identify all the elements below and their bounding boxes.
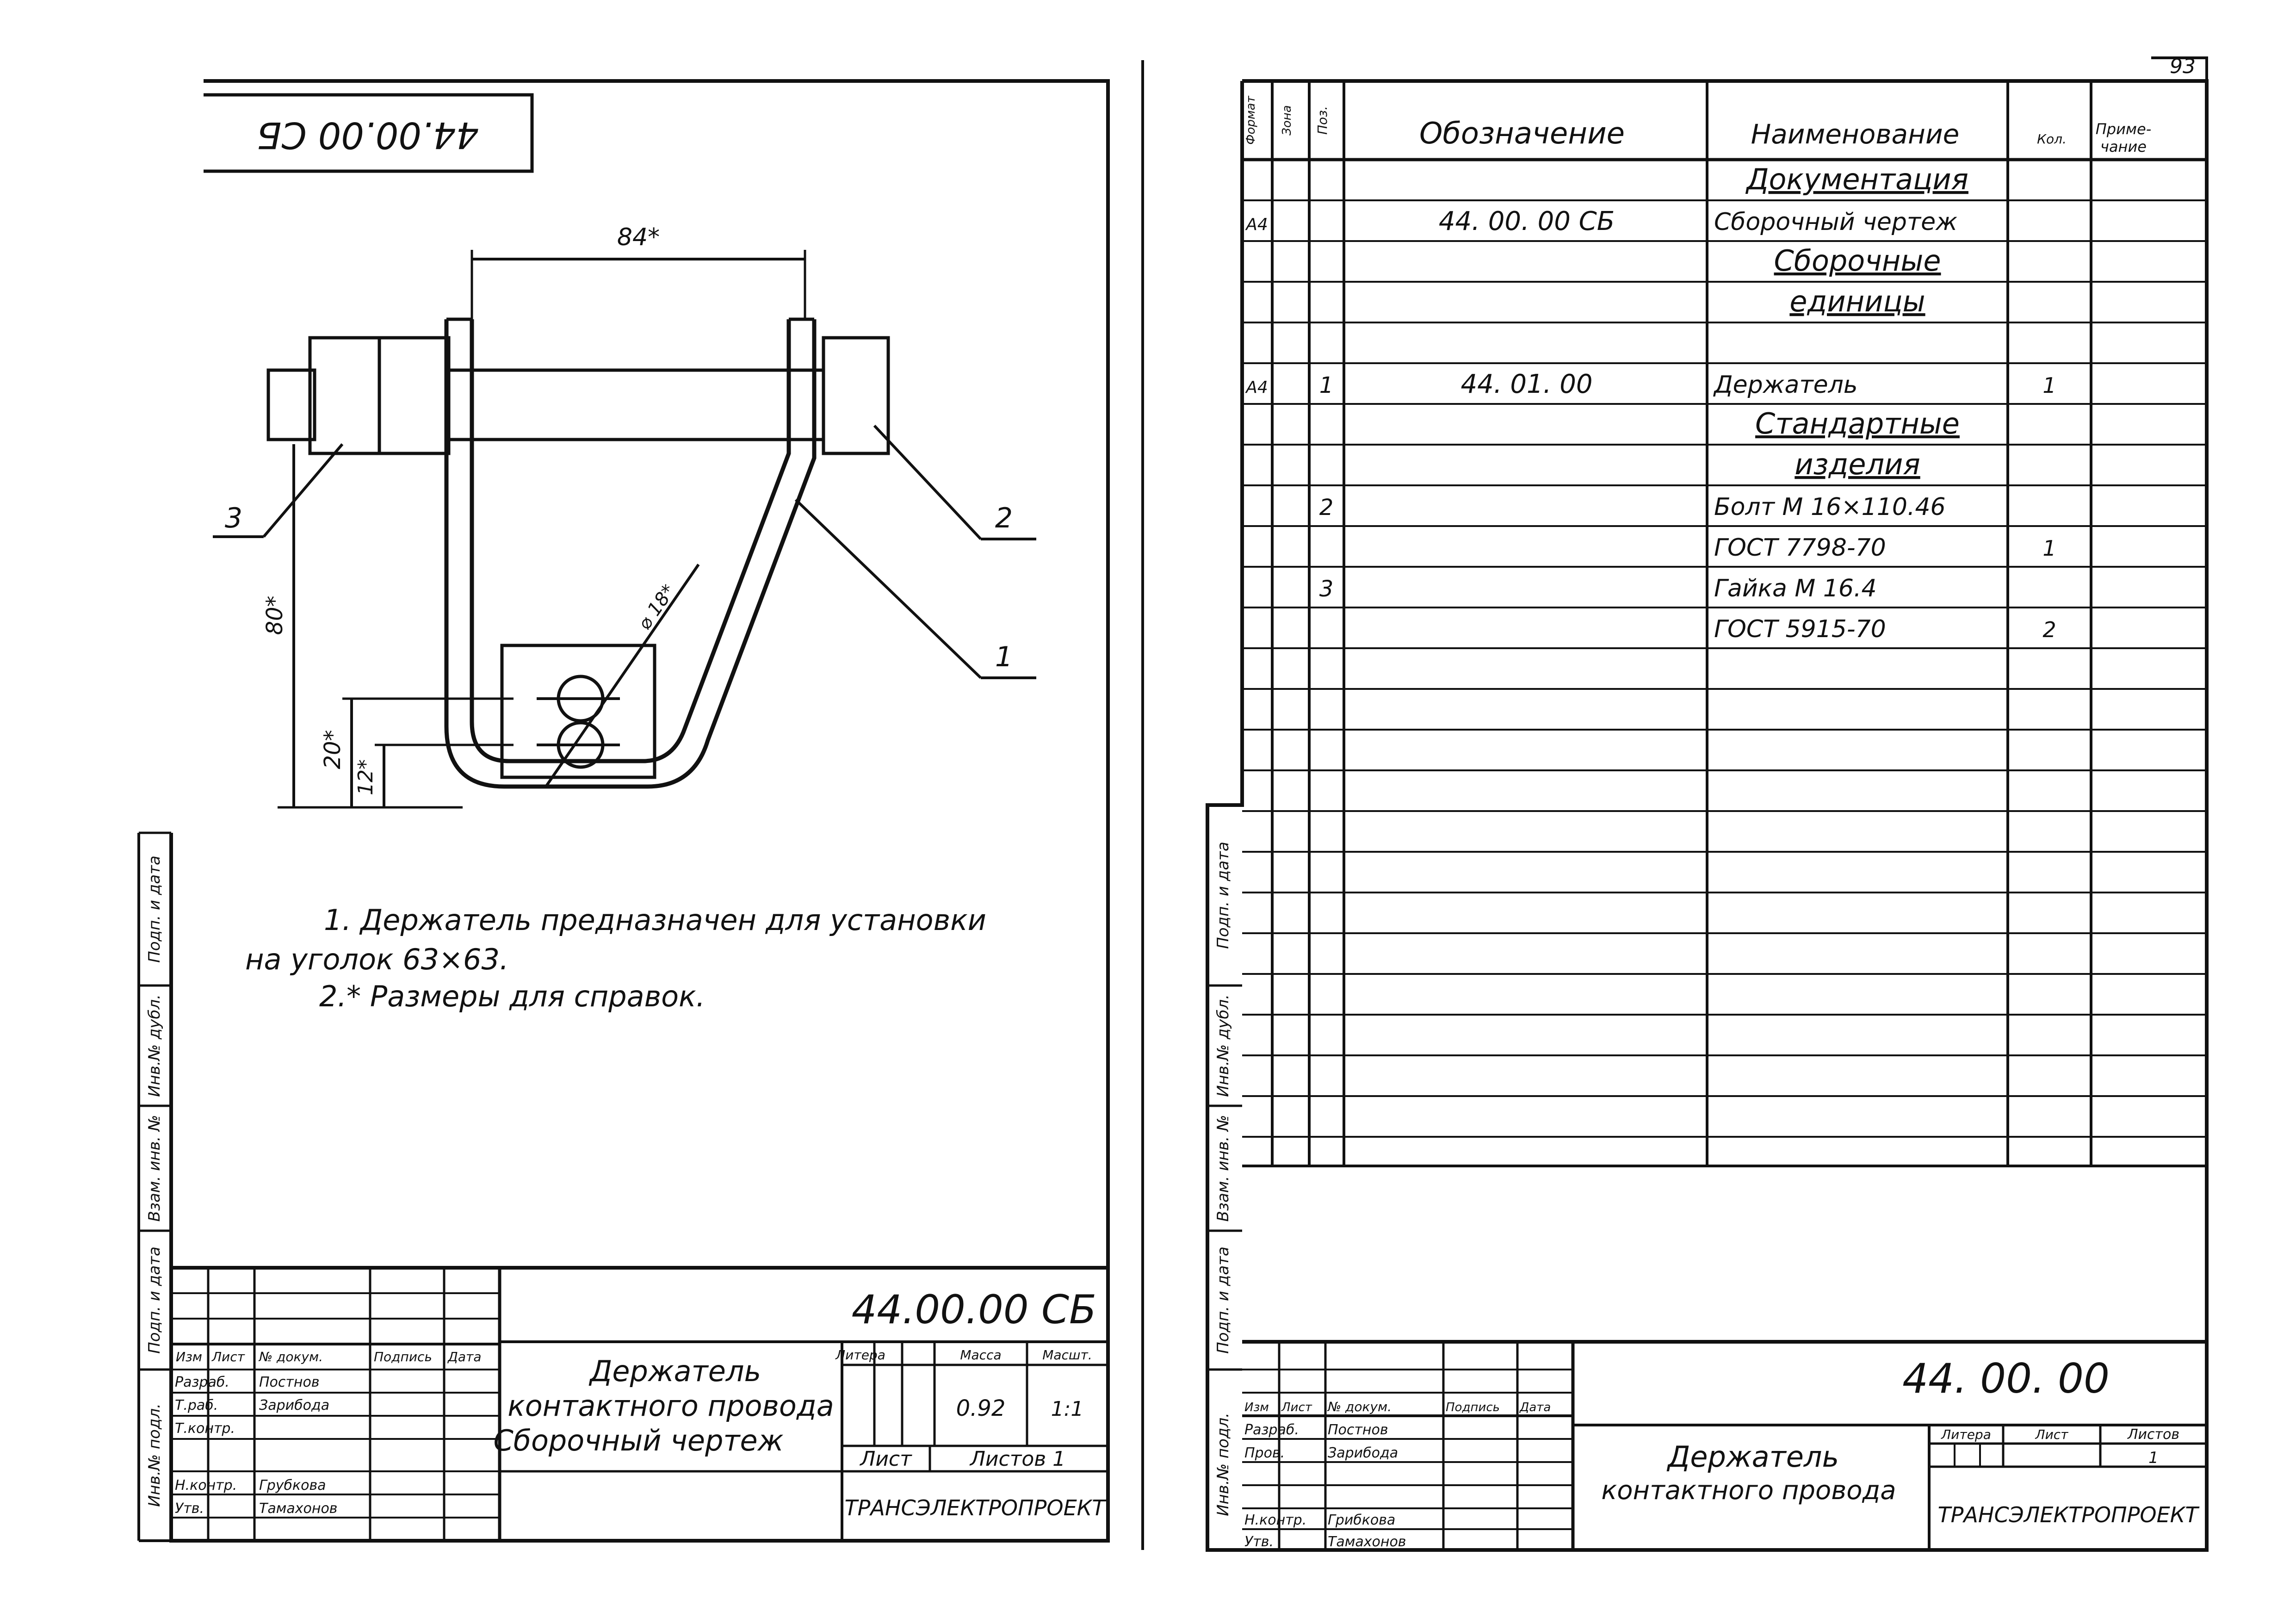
- svg-text:Масшт.: Масшт.: [1042, 1347, 1092, 1363]
- svg-text:Поз.: Поз.: [1315, 106, 1330, 135]
- svg-text:№ докум.: № докум.: [259, 1349, 323, 1364]
- spec-designation: 44. 00. 00 СБ: [1438, 206, 1615, 236]
- dim-height-left: 80*: [262, 595, 288, 635]
- svg-text:Инв.№ подл.: Инв.№ подл.: [1214, 1413, 1232, 1516]
- spec-pos: 2: [1319, 495, 1334, 521]
- header-designation: Обозначение: [1419, 117, 1625, 151]
- left-rotated-code: 44.00.00 СБ: [256, 114, 479, 155]
- spec-rows: [1245, 162, 2056, 643]
- callout-2: 2: [995, 502, 1013, 534]
- right-title-block: [1242, 1342, 2207, 1550]
- spec-name: Держатель: [1714, 371, 1858, 399]
- svg-text:Инв.№ подл.: Инв.№ подл.: [145, 1403, 164, 1507]
- svg-text:Грубкова: Грубкова: [259, 1477, 326, 1494]
- svg-text:Тамахонов: Тамахонов: [1328, 1534, 1406, 1550]
- spec-name: Стандартные: [1755, 407, 1960, 440]
- svg-text:Пров.: Пров.: [1244, 1445, 1285, 1461]
- svg-text:Литера: Литера: [835, 1347, 885, 1363]
- spec-row: [1714, 534, 2056, 562]
- spec-row: [1795, 447, 1920, 481]
- svg-text:Взам. инв. №: Взам. инв. №: [145, 1115, 164, 1222]
- spec-row: [1789, 285, 1925, 318]
- svg-text:Тамахонов: Тамахонов: [259, 1500, 338, 1517]
- spec-row: [1319, 493, 1946, 521]
- note-line-2: на уголок 63×63.: [245, 942, 509, 976]
- spec-format: А4: [1246, 215, 1268, 234]
- spec-name: Болт М 16×110.46: [1714, 493, 1946, 521]
- svg-text:Подп. и дата: Подп. и дата: [1214, 1246, 1232, 1354]
- left-side-strip: [139, 833, 171, 1541]
- nut-left-b: [379, 338, 449, 453]
- spec-row: [1319, 575, 1877, 602]
- svg-text:Грибкова: Грибкова: [1328, 1512, 1396, 1528]
- svg-text:Сборочный чертеж: Сборочный чертеж: [493, 1424, 784, 1457]
- svg-text:Масса: Масса: [960, 1347, 1002, 1363]
- svg-text:Зарибода: Зарибода: [1328, 1445, 1399, 1461]
- dim-hole: ⌀ 18*: [633, 581, 680, 634]
- svg-text:1: 1: [2148, 1449, 2159, 1467]
- svg-text:Держатель: Держатель: [1667, 1440, 1839, 1474]
- page-number: 93: [2170, 55, 2196, 78]
- svg-text:Подп. и дата: Подп. и дата: [145, 855, 164, 963]
- svg-text:Подп. и дата: Подп. и дата: [145, 1246, 164, 1354]
- svg-text:Т.контр.: Т.контр.: [175, 1420, 235, 1437]
- header-name: Наименование: [1751, 118, 1960, 150]
- note-line-3: 2.* Размеры для справок.: [319, 979, 706, 1013]
- svg-text:Инв.№ дубл.: Инв.№ дубл.: [145, 994, 164, 1097]
- svg-text:Подп. и дата: Подп. и дата: [1214, 842, 1232, 949]
- svg-text:контактного провода: контактного провода: [507, 1389, 834, 1423]
- svg-text:Изм: Изм: [1244, 1401, 1269, 1414]
- bolt-end: [268, 370, 315, 440]
- svg-text:Кол.: Кол.: [2037, 131, 2067, 147]
- svg-text:Изм: Изм: [176, 1349, 202, 1364]
- svg-text:Дата: Дата: [448, 1349, 482, 1364]
- spec-name: Гайка М 16.4: [1714, 575, 1877, 602]
- spec-row: [1714, 615, 2056, 643]
- right-org: ТРАНСЭЛЕКТРОПРОЕКТ: [1937, 1502, 2198, 1527]
- svg-text:Формат: Формат: [1244, 96, 1258, 145]
- svg-text:Н.контр.: Н.контр.: [175, 1477, 237, 1494]
- svg-text:Постнов: Постнов: [259, 1374, 320, 1390]
- svg-text:Постнов: Постнов: [1328, 1422, 1388, 1438]
- svg-text:Разраб.: Разраб.: [1244, 1422, 1299, 1438]
- svg-text:Зарибода: Зарибода: [259, 1397, 330, 1413]
- left-sheet: [139, 81, 1108, 1541]
- plate: [502, 645, 655, 777]
- dim-width-top: 84*: [617, 223, 660, 251]
- right-side-strip: [1207, 842, 1242, 1516]
- nut-left-a: [310, 338, 379, 453]
- spec-name: единицы: [1789, 285, 1925, 318]
- mass-value: 0.92: [956, 1395, 1006, 1421]
- left-doc-code: 44.00.00 СБ: [851, 1287, 1096, 1333]
- spec-pos: 3: [1319, 576, 1334, 602]
- spec-qty: 1: [2042, 373, 2056, 398]
- spec-name: Сборочные: [1774, 244, 1941, 278]
- svg-text:Инв.№ дубл.: Инв.№ дубл.: [1214, 994, 1232, 1097]
- svg-text:Н.контр.: Н.контр.: [1244, 1512, 1307, 1528]
- spec-row: [1745, 162, 1968, 196]
- svg-text:Листов 1: Листов 1: [970, 1447, 1066, 1471]
- header-note: Приме-чание: [2095, 120, 2152, 155]
- callout-3: 3: [224, 502, 243, 534]
- svg-text:№ докум.: № докум.: [1328, 1399, 1392, 1414]
- spec-qty: 1: [2042, 536, 2056, 561]
- spec-qty: 2: [2042, 617, 2056, 642]
- svg-text:Разраб.: Разраб.: [175, 1374, 229, 1390]
- right-doc-code: 44. 00. 00: [1902, 1355, 2110, 1402]
- callout-1: 1: [995, 641, 1013, 673]
- svg-text:Листов: Листов: [2127, 1426, 2180, 1443]
- spec-row: [1245, 369, 2056, 399]
- spec-name: Документация: [1746, 162, 1968, 196]
- right-sheet: [1207, 55, 2207, 1550]
- svg-text:Держатель: Держатель: [589, 1354, 761, 1388]
- svg-text:Взам. инв. №: Взам. инв. №: [1214, 1115, 1232, 1222]
- spec-row: [1245, 206, 1957, 236]
- svg-text:Лист: Лист: [2035, 1427, 2068, 1442]
- svg-text:Лист: Лист: [212, 1349, 245, 1364]
- nut-right: [823, 338, 888, 453]
- left-title-block: [171, 1268, 1108, 1541]
- svg-text:Литера: Литера: [1941, 1427, 1991, 1442]
- spec-row: [1755, 407, 1960, 440]
- svg-text:Лист: Лист: [860, 1447, 912, 1471]
- svg-text:Подпись: Подпись: [1446, 1401, 1500, 1414]
- svg-text:Утв.: Утв.: [175, 1500, 204, 1517]
- svg-text:Зона: Зона: [1280, 105, 1294, 136]
- dim-12: 12*: [354, 759, 378, 795]
- bracket-inner: [472, 319, 789, 761]
- left-org: ТРАНСЭЛЕКТРОПРОЕКТ: [844, 1495, 1105, 1520]
- spec-row: [1774, 244, 1941, 278]
- spec-name: ГОСТ 5915-70: [1714, 615, 1886, 643]
- spec-name: Сборочный чертеж: [1714, 208, 1957, 236]
- dim-20: 20*: [320, 730, 346, 769]
- spec-pos: 1: [1319, 372, 1334, 398]
- spec-designation: 44. 01. 00: [1461, 369, 1593, 399]
- svg-text:Подпись: Подпись: [374, 1349, 432, 1364]
- svg-text:Дата: Дата: [1520, 1401, 1551, 1414]
- holder-drawing: [213, 250, 1036, 807]
- spec-name: ГОСТ 7798-70: [1714, 534, 1886, 562]
- note-line-1: 1. Держатель предназначен для установки: [324, 903, 986, 937]
- svg-text:Утв.: Утв.: [1244, 1534, 1274, 1550]
- spec-format: А4: [1246, 378, 1268, 397]
- svg-text:контактного провода: контактного провода: [1601, 1475, 1896, 1506]
- svg-text:Т.раб.: Т.раб.: [175, 1397, 218, 1413]
- spec-name: изделия: [1795, 447, 1920, 481]
- scale-value: 1:1: [1051, 1397, 1084, 1421]
- svg-text:Лист: Лист: [1281, 1401, 1312, 1414]
